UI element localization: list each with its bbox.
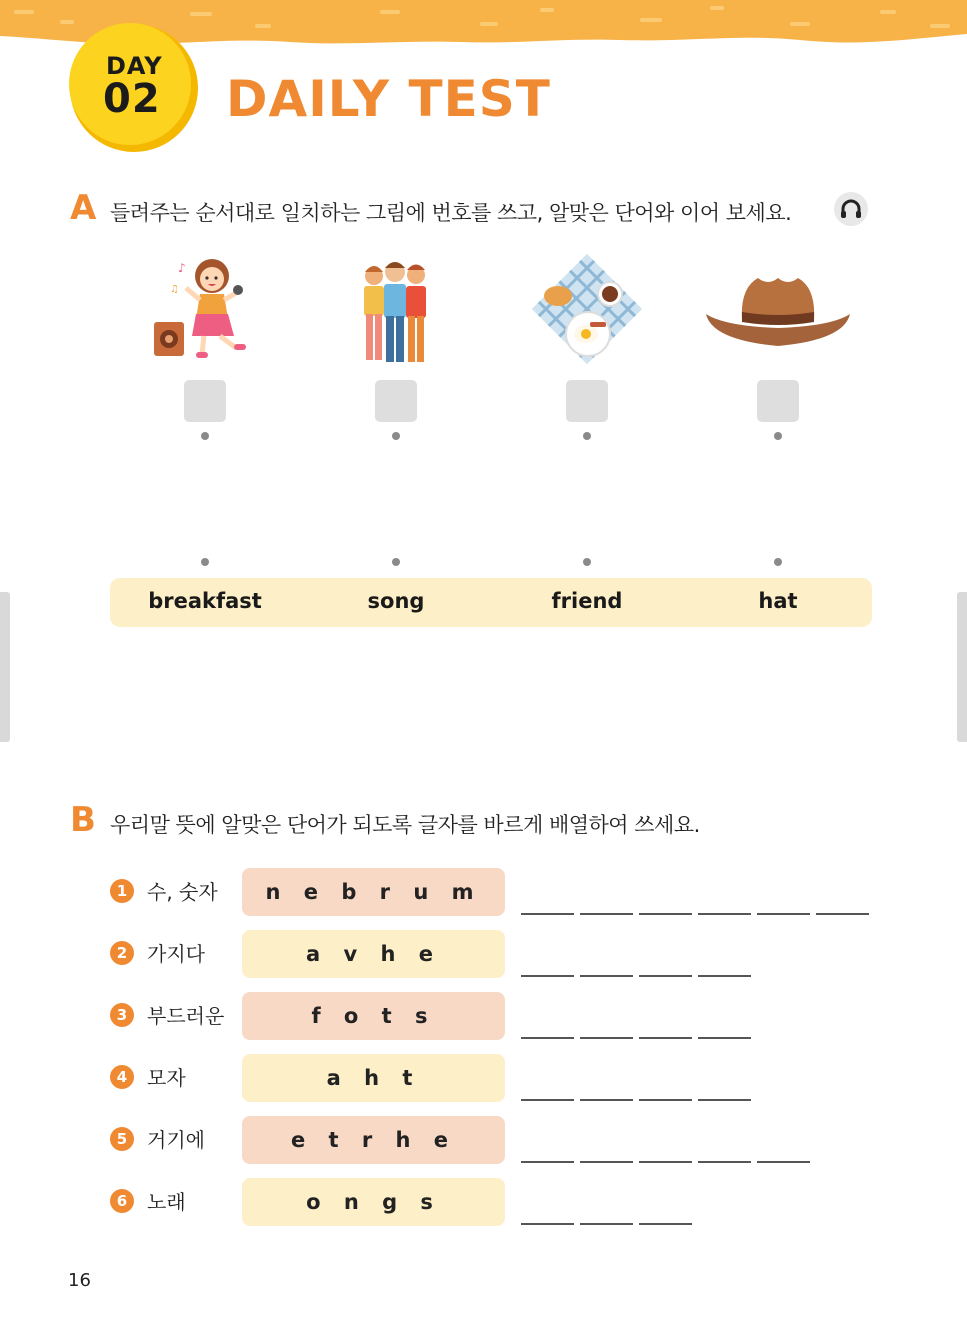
section-b-instruction: 우리말 뜻에 알맞은 단어가 되도록 글자를 바르게 배열하여 쓰세요. [110, 813, 700, 837]
answer-box-3[interactable] [566, 380, 608, 422]
question-meaning: 수, 숫자 [147, 880, 218, 904]
answer-blank[interactable] [521, 913, 574, 915]
answer-box-4[interactable] [757, 380, 799, 422]
answer-blank[interactable] [580, 913, 633, 915]
question-row-2 [0, 930, 967, 980]
scrambled-letters: f o t s [242, 992, 505, 1040]
headphones-icon[interactable] [834, 192, 868, 226]
scrambled-letters: a v h e [242, 930, 505, 978]
answer-blank[interactable] [521, 1223, 574, 1225]
page-number: 16 [68, 1270, 91, 1291]
girl-singing-icon [150, 252, 260, 367]
friends-group-icon [350, 258, 440, 368]
svg-text:♫: ♫ [170, 284, 179, 295]
answer-blank[interactable] [521, 1037, 574, 1039]
right-page-tab [957, 592, 967, 742]
section-a-letter: A [70, 188, 97, 228]
answer-blank[interactable] [521, 975, 574, 977]
answer-box-2[interactable] [375, 380, 417, 422]
question-number: 1 [110, 879, 134, 903]
section-b-letter: B [70, 800, 96, 840]
match-dot-bottom-3[interactable] [583, 558, 591, 566]
page-title: DAILY TEST [226, 70, 551, 128]
question-number: 3 [110, 1003, 134, 1027]
question-meaning: 모자 [147, 1066, 186, 1090]
match-dot-top-3[interactable] [583, 432, 591, 440]
question-row-5 [0, 1116, 967, 1166]
question-row-1 [0, 868, 967, 918]
answer-blank[interactable] [580, 1223, 633, 1225]
answer-blank[interactable] [521, 1161, 574, 1163]
answer-blank[interactable] [580, 1099, 633, 1101]
question-meaning: 가지다 [147, 942, 205, 966]
question-number: 4 [110, 1065, 134, 1089]
answer-blank[interactable] [698, 913, 751, 915]
answer-blank[interactable] [580, 1037, 633, 1039]
cowboy-hat-icon [702, 268, 854, 352]
day-badge [68, 22, 208, 152]
match-dot-bottom-2[interactable] [392, 558, 400, 566]
answer-blank[interactable] [639, 1161, 692, 1163]
answer-blank[interactable] [639, 913, 692, 915]
answer-blank[interactable] [580, 1161, 633, 1163]
word-option-3[interactable]: friend [551, 589, 623, 613]
match-dot-bottom-4[interactable] [774, 558, 782, 566]
match-dot-top-1[interactable] [201, 432, 209, 440]
match-dot-top-2[interactable] [392, 432, 400, 440]
answer-blank[interactable] [639, 975, 692, 977]
answer-blank[interactable] [521, 1099, 574, 1101]
answer-blank[interactable] [757, 913, 810, 915]
match-dot-top-4[interactable] [774, 432, 782, 440]
question-row-6 [0, 1178, 967, 1228]
left-page-tab [0, 592, 10, 742]
answer-blank[interactable] [698, 1037, 751, 1039]
answer-blank[interactable] [698, 1099, 751, 1101]
day-number: 02 [103, 76, 161, 122]
answer-blank[interactable] [639, 1099, 692, 1101]
question-row-4 [0, 1054, 967, 1104]
section-a-instruction: 들려주는 순서대로 일치하는 그림에 번호를 쓰고, 알맞은 단어와 이어 보세요. [110, 201, 792, 225]
scrambled-letters: o n g s [242, 1178, 505, 1226]
scrambled-letters: n e b r u m [242, 868, 505, 916]
answer-blank[interactable] [639, 1037, 692, 1039]
answer-blank[interactable] [698, 975, 751, 977]
answer-blank[interactable] [816, 913, 869, 915]
question-number: 5 [110, 1127, 134, 1151]
answer-blank[interactable] [580, 975, 633, 977]
answer-box-1[interactable] [184, 380, 226, 422]
breakfast-table-icon [528, 250, 646, 368]
answer-blank[interactable] [698, 1161, 751, 1163]
question-row-3 [0, 992, 967, 1042]
question-number: 2 [110, 941, 134, 965]
question-meaning: 거기에 [147, 1128, 205, 1152]
scrambled-letters: e t r h e [242, 1116, 505, 1164]
answer-blank[interactable] [639, 1223, 692, 1225]
question-meaning: 노래 [147, 1190, 186, 1214]
day-label: DAY [106, 52, 163, 80]
word-option-1[interactable]: breakfast [148, 589, 262, 613]
word-option-4[interactable]: hat [758, 589, 798, 613]
scrambled-letters: a h t [242, 1054, 505, 1102]
question-meaning: 부드러운 [147, 1004, 225, 1028]
question-number: 6 [110, 1189, 134, 1213]
match-dot-bottom-1[interactable] [201, 558, 209, 566]
answer-blank[interactable] [757, 1161, 810, 1163]
word-option-2[interactable]: song [367, 589, 425, 613]
svg-text:♪: ♪ [178, 261, 186, 275]
